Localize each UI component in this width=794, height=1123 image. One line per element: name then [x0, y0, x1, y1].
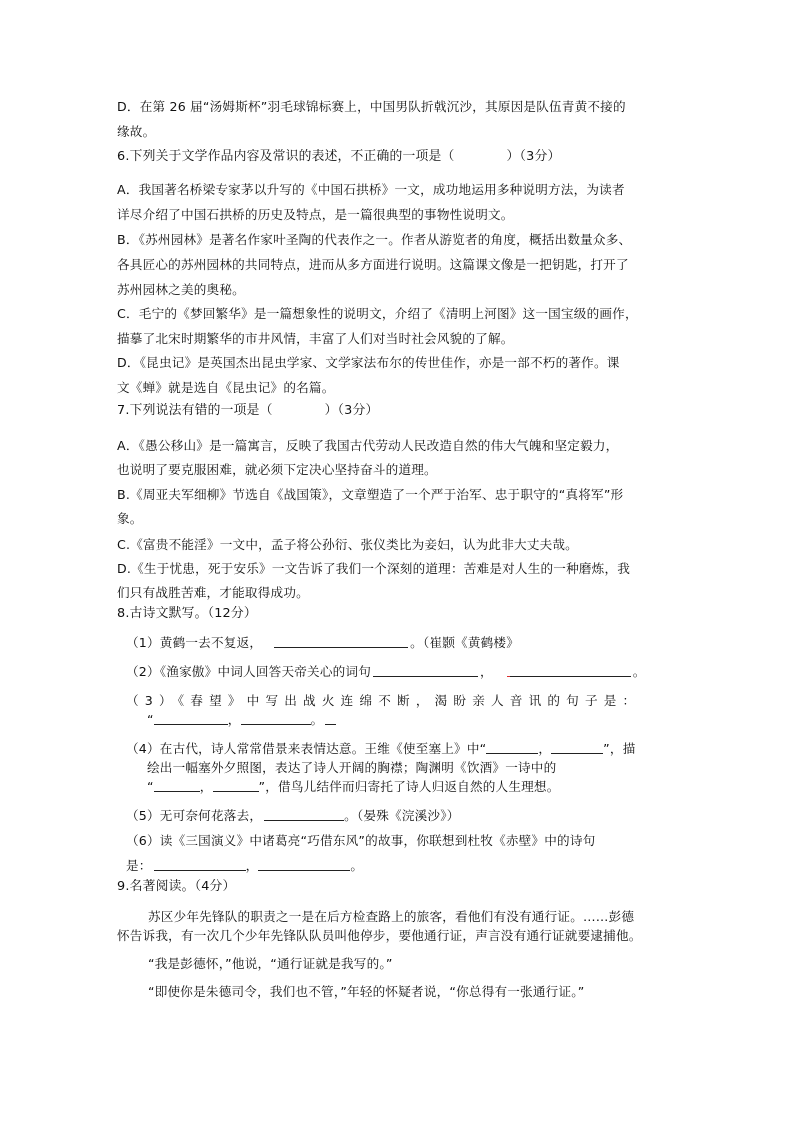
poem-item-3-line-1: （3）《春望》中写出战火连绵不断，渴盼亲人音讯的句子是：: [126, 693, 642, 708]
question-6-stem: 6.下列关于文学作品内容及常识的表述，不正确的一项是（ ）（3分）: [117, 149, 561, 164]
poem-3-open-quote: “: [147, 712, 154, 727]
q6-option-b-line-1: B．《苏州园林》是著名作家叶圣陶的代表作之一。作者从游览者的角度，概括出数量众多、: [117, 232, 632, 247]
poem-3-blank-1[interactable]: [154, 712, 228, 725]
option-d-prev-line-2: 缘故。: [117, 124, 156, 139]
q6-option-c-line-1: C．毛宁的《梦回繁华》是一篇想象性的说明文，介绍了《清明上河图》这一国宝级的画作，: [117, 306, 638, 321]
poem-item-4-line-2: 绘出一幅塞外夕照图，表达了诗人开阔的胸襟；陶渊明《饮酒》一诗中的: [147, 760, 557, 775]
reading-passage-line-1: 苏区少年先锋队的职责之一是在后方检查路上的旅客，看他们有没有通行证。……彭德: [148, 909, 635, 924]
q6-option-b-line-2: 各具匠心的苏州园林的共同特点，进而从多方面进行说明。这篇课文像是一把钥匙，打开了: [117, 257, 629, 272]
q7-option-d-line-2: 们只有战胜苦难，才能取得成功。: [117, 585, 309, 600]
q6-option-a-line-2: 详尽介绍了中国石拱桥的历史及特点，是一篇很典型的事物性说明文。: [117, 207, 514, 222]
q7-option-b-line-1: B.《周亚夫军细柳》节选自《战国策》，文章塑造了一个严于治军、忠于职守的“真将军”形: [117, 487, 624, 502]
poem-4-blank-1[interactable]: [486, 741, 538, 754]
poem-item-5: [126, 808, 696, 824]
poem-4-blank-2[interactable]: [551, 741, 603, 754]
poem-2-end: 。: [632, 664, 646, 679]
poem-1-prompt: （1）黄鹤一去不复返，: [126, 635, 263, 650]
reading-passage-line-2: 怀告诉我，有一次几个少年先锋队队员叫他停步，要他通行证，声言没有通行证就要逮捕他。: [117, 928, 642, 943]
poem-1-source: 。（崔颢《黄鹤楼》: [410, 635, 519, 650]
q6-option-a-line-1: A．我国著名桥梁专家茅以升写的《中国石拱桥》一文，成功地运用多种说明方法，为读者: [117, 182, 625, 197]
poem-2-prompt: （2）《渔家傲》中词人回答天帝关心的词句: [126, 664, 371, 679]
poem-item-2: [126, 664, 696, 680]
poem-4-open-quote: “: [147, 779, 154, 794]
poem-item-1: [126, 635, 696, 651]
reading-passage-line-4: “即使你是朱德司令，我们也不管，”年轻的怀疑者说，“你总得有一张通行证。”: [148, 984, 585, 999]
poem-item-4-line-1: [126, 741, 696, 757]
poem-4-tail-1: ”，描: [603, 741, 636, 756]
q6-option-b-line-3: 苏州园林之美的奥秘。: [117, 282, 245, 297]
red-mark: [507, 676, 510, 677]
option-d-prev-line-1: D．在第 26 届“汤姆斯杯”羽毛球锦标赛上，中国男队折戟沉沙，其原因是队伍青黄不接的: [117, 99, 626, 114]
poem-4-prompt: （4）在古代，诗人常常借景来表情达意。王维《使至塞上》中“: [126, 741, 487, 756]
poem-3-trailing-mark: [325, 712, 336, 725]
poem-3-comma: ，: [227, 712, 241, 727]
question-7-stem: 7.下列说法有错的一项是（ ）（3分）: [117, 403, 379, 418]
q6-option-d-line-1: D．《昆虫记》是英国杰出昆虫学家、文学家法布尔的传世佳作，亦是一部不朽的著作。课: [117, 355, 620, 370]
poem-item-3-line-2: [147, 712, 717, 728]
poem-6-blank-2[interactable]: [258, 858, 350, 871]
q7-option-d-line-1: D.《生于忧患，死于安乐》一文告诉了我们一个深刻的道理：苦难是对人生的一种磨炼，我: [117, 561, 631, 576]
q7-option-b-line-2: 象。: [117, 511, 143, 526]
q6-option-c-line-2: 描摹了北宋时期繁华的市井风情，丰富了人们对当时社会风貌的了解。: [117, 331, 514, 346]
poem-4-tail-2: ”，借鸟儿结伴而归寄托了诗人归返自然的人生理想。: [258, 779, 560, 794]
poem-2-comma: ，: [480, 664, 493, 679]
poem-item-6-line-2: [126, 858, 696, 874]
poem-6-end: 。: [350, 858, 364, 873]
poem-item-6-line-1: （6）读《三国演义》中诸葛亮“巧借东风”的故事，你联想到杜牧《赤壁》中的诗句: [126, 833, 596, 848]
poem-4-comma-1: ，: [538, 741, 552, 756]
poem-4-blank-3[interactable]: [154, 779, 200, 792]
poem-6-prefix: 是：: [126, 858, 152, 873]
poem-2-blank-1[interactable]: [373, 664, 478, 677]
poem-6-blank-1[interactable]: [154, 858, 246, 871]
poem-2-blank-2[interactable]: [507, 664, 631, 677]
reading-passage-line-3: “我是彭德怀，”他说，“通行证就是我写的。”: [148, 956, 393, 971]
poem-4-blank-4[interactable]: [213, 779, 259, 792]
poem-1-blank[interactable]: [274, 635, 408, 648]
poem-4-comma-2: ，: [199, 779, 213, 794]
poem-3-end: 。: [310, 712, 324, 727]
q7-option-a-line-2: 也说明了要克服困难，就必须下定决心坚持奋斗的道理。: [117, 462, 437, 477]
poem-5-prompt: （5）无可奈何花落去，: [126, 808, 263, 823]
q6-option-d-line-2: 文《蝉》就是选自《昆虫记》的名篇。: [117, 380, 335, 395]
poem-item-4-line-3: [147, 779, 717, 795]
q7-option-c-line-1: C.《富贵不能淫》一文中，孟子将公孙衍、张仪类比为妾妇，认为此非大丈夫哉。: [117, 537, 578, 552]
poem-5-blank[interactable]: [264, 808, 344, 821]
poem-3-blank-2[interactable]: [241, 712, 311, 725]
q7-option-a-line-1: A．《愚公移山》是一篇寓言，反映了我国古代劳动人民改造自然的伟大气魄和坚定毅力，: [117, 438, 619, 453]
question-8-stem: 8.古诗文默写。（12分）: [117, 606, 257, 621]
poem-6-comma: ，: [245, 858, 259, 873]
question-9-stem: 9.名著阅读。（4分）: [117, 879, 236, 894]
poem-5-source: 。（晏殊《浣溪沙》）: [344, 808, 460, 823]
